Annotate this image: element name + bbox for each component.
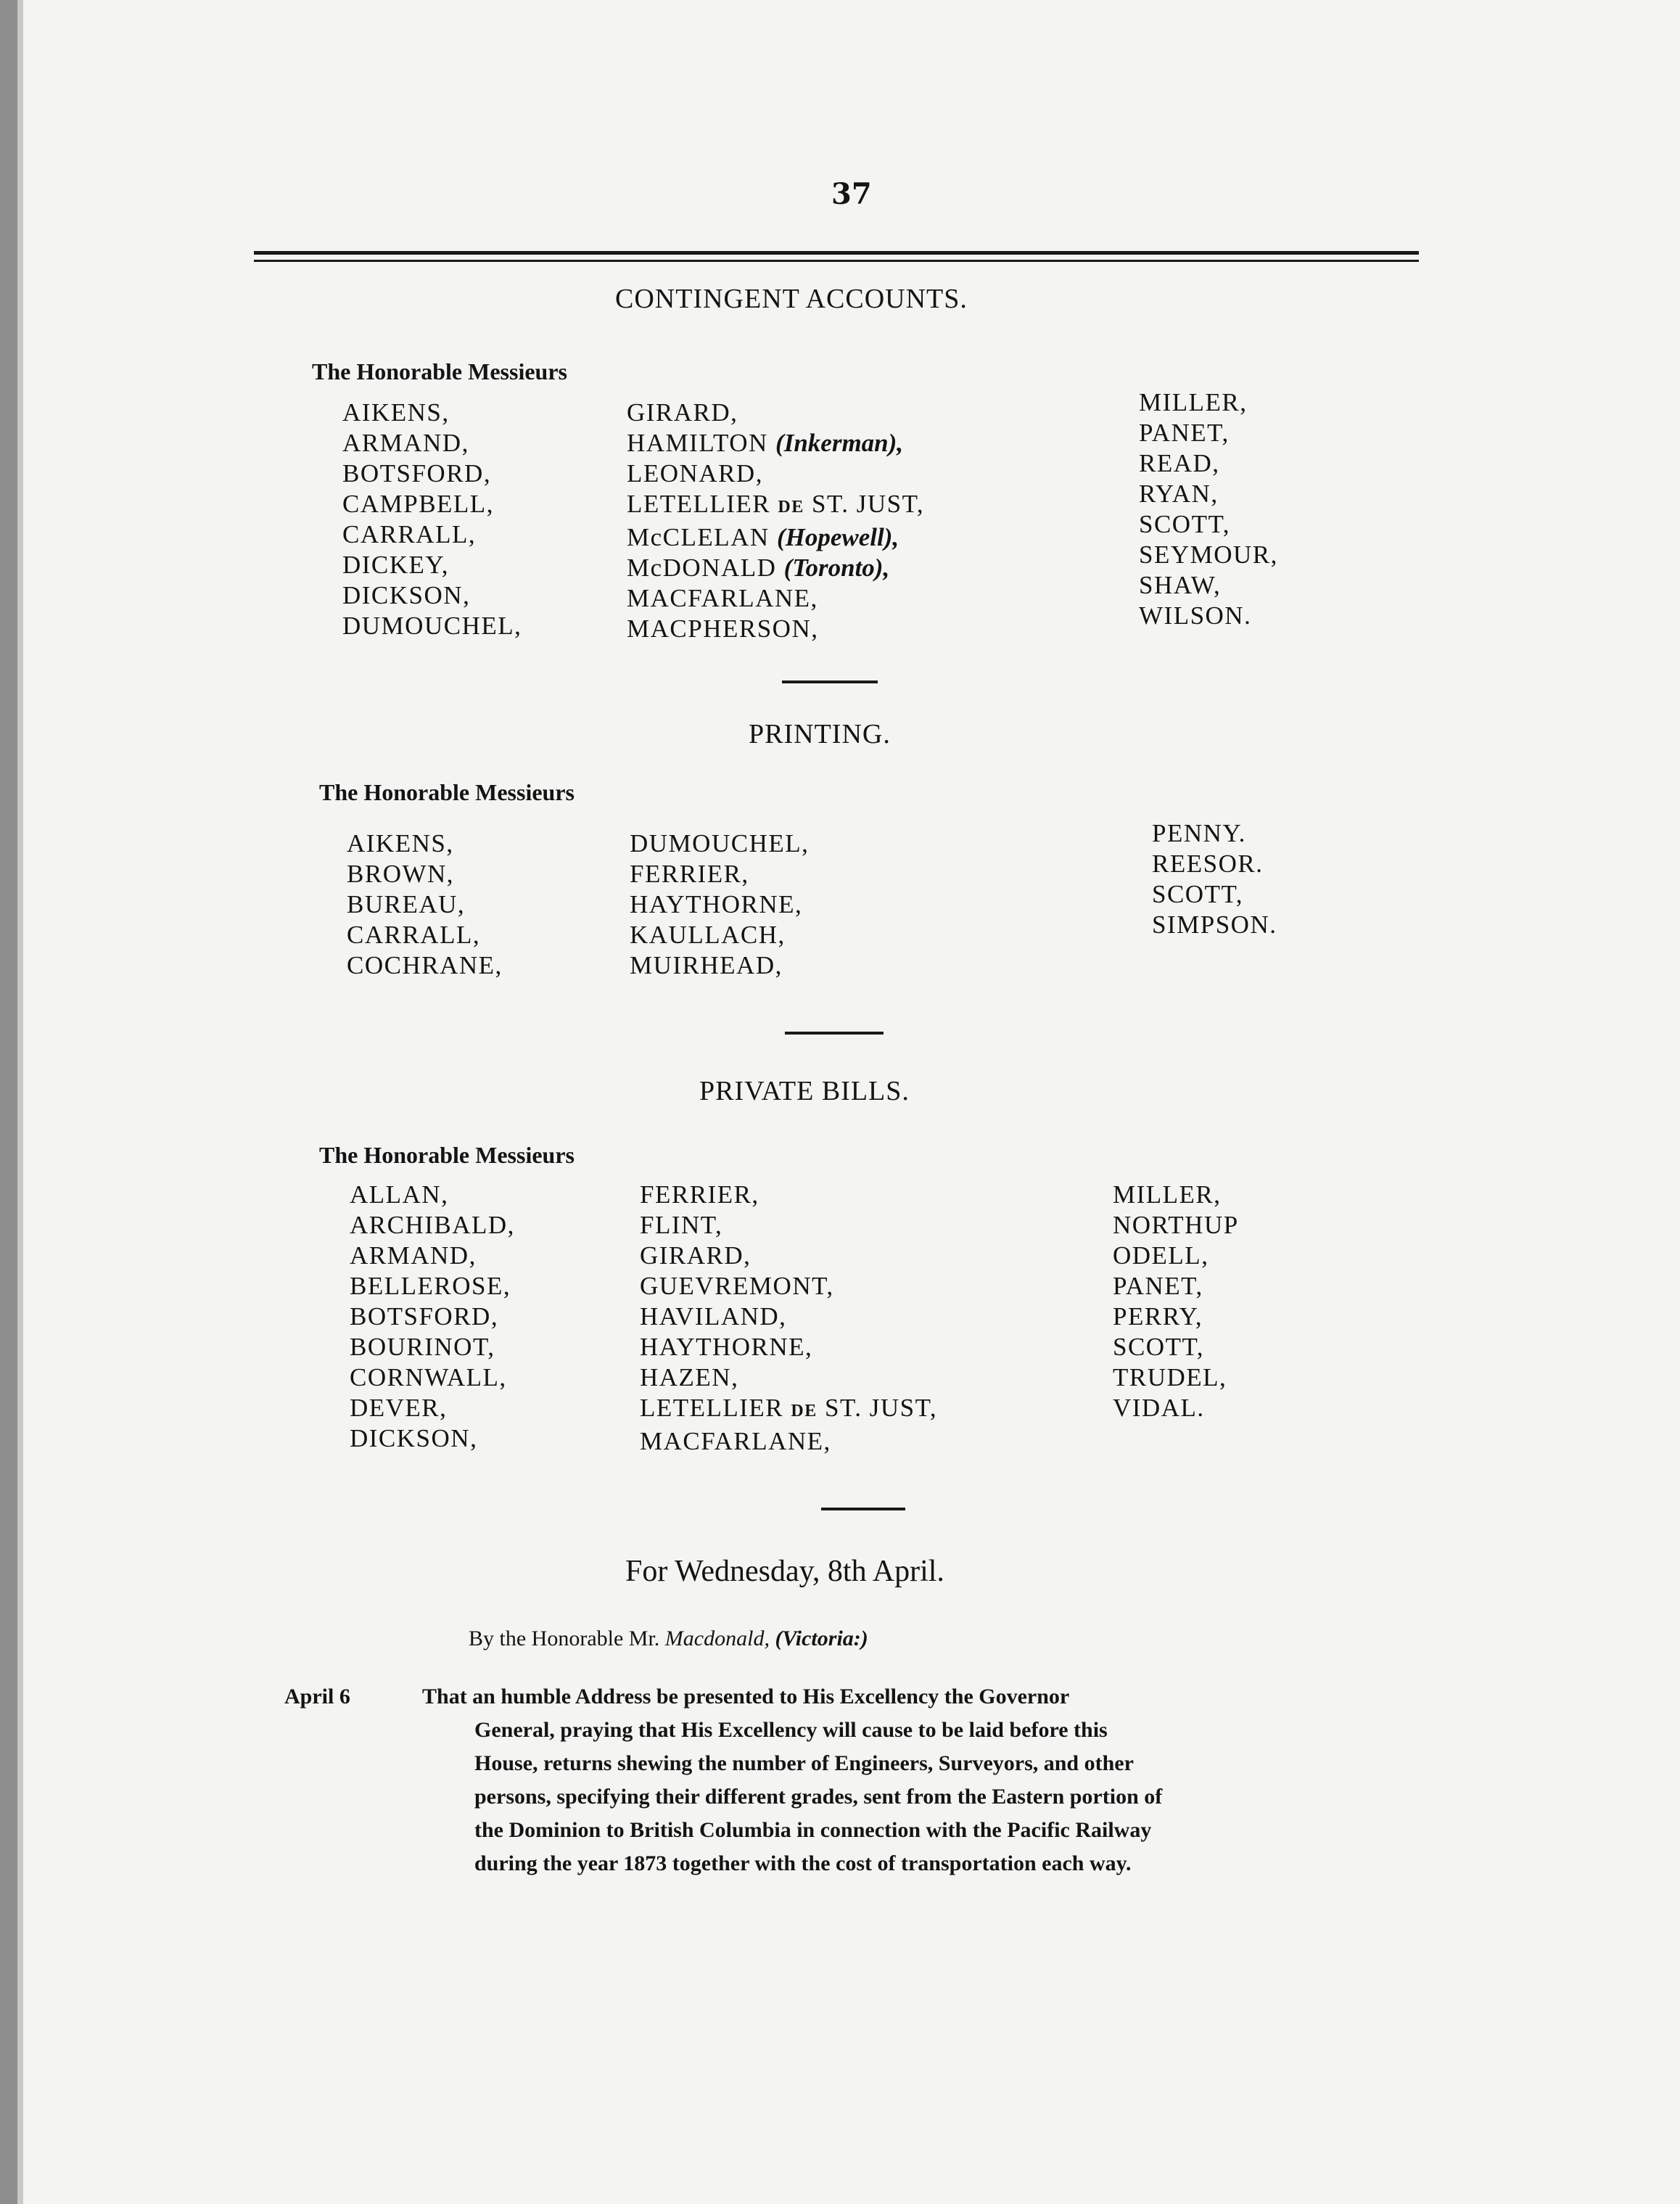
motion-line: during the year 1873 together with the cost of transportation each way. <box>474 1851 1132 1875</box>
member-name: DICKEY, <box>342 551 449 579</box>
member-name: SCOTT, <box>1113 1333 1204 1361</box>
member-column-1 <box>347 828 503 981</box>
member-name: HAZEN, <box>640 1363 739 1391</box>
member-name: BOTSFORD, <box>350 1302 499 1331</box>
member-name: BUREAU, <box>347 890 466 918</box>
member-column-2 <box>630 828 809 981</box>
member-name: PENNY. <box>1152 819 1246 847</box>
motion-line: the Dominion to British Columbia in connection with the Pacific Railway <box>474 1818 1152 1842</box>
member-name: BROWN, <box>347 860 455 888</box>
member-name: ARMAND, <box>350 1241 477 1270</box>
member-name: LETELLIER <box>640 1394 784 1422</box>
member-name: DEVER, <box>350 1394 448 1422</box>
member-name: MILLER, <box>1113 1180 1222 1209</box>
scan-edge-inner <box>17 0 23 2204</box>
member-name: CORNWALL, <box>350 1363 507 1391</box>
member-name: VIDAL. <box>1113 1394 1205 1422</box>
member-name: GIRARD, <box>640 1241 752 1270</box>
section-divider <box>782 680 878 683</box>
member-name: FERRIER, <box>630 860 749 888</box>
member-name: COCHRANE, <box>347 951 503 979</box>
member-name: BOTSFORD, <box>342 459 492 488</box>
member-name: MACFARLANE, <box>627 584 818 612</box>
member-name: SCOTT, <box>1139 510 1230 538</box>
header-rule-bottom <box>254 260 1419 262</box>
member-name: SEYMOUR, <box>1139 540 1278 569</box>
member-name: KAULLACH, <box>630 921 786 949</box>
motion-line: House, returns shewing the number of Engineers, Surveyors, and other <box>474 1751 1134 1775</box>
member-name: HAMILTON <box>627 429 768 457</box>
scan-edge <box>0 0 17 2204</box>
member-name: GIRARD, <box>627 398 738 427</box>
member-name: AIKENS, <box>347 829 454 858</box>
member-name: RYAN, <box>1139 480 1219 508</box>
section-heading-private-bills: PRIVATE BILLS. <box>699 1076 910 1106</box>
member-name: McDONALD <box>627 554 777 582</box>
mover-place: (Victoria:) <box>775 1627 868 1650</box>
notice-mover <box>469 1627 868 1651</box>
member-name: CARRALL, <box>342 520 477 548</box>
section-intro: The Honorable Messieurs <box>319 779 575 805</box>
member-column-1 <box>342 398 522 641</box>
member-name: SHAW, <box>1139 571 1222 599</box>
member-name: SCOTT, <box>1152 880 1243 908</box>
member-name: DUMOUCHEL, <box>630 829 810 858</box>
member-name: DICKSON, <box>342 581 471 609</box>
member-name-with-qualifier <box>627 553 924 583</box>
section-intro: The Honorable Messieurs <box>312 358 567 385</box>
member-qualifier: (Toronto), <box>783 554 890 582</box>
member-name: HAYTHORNE, <box>630 890 803 918</box>
section-heading-contingent-accounts: CONTINGENT ACCOUNTS. <box>615 284 968 314</box>
mover-prefix: By the Honorable Mr. <box>469 1627 660 1650</box>
member-column-2 <box>627 398 924 644</box>
member-column-3 <box>1113 1180 1239 1423</box>
member-name: ARMAND, <box>342 429 469 457</box>
member-name: ARCHIBALD, <box>350 1211 515 1239</box>
member-name: FERRIER, <box>640 1180 759 1209</box>
member-name: CARRALL, <box>347 921 481 949</box>
motion-line: That an humble Address be presented to His Excellency the Governor <box>422 1685 1070 1708</box>
member-name: CAMPBELL, <box>342 490 494 518</box>
section-divider <box>785 1032 884 1035</box>
mover-name: Macdonald, <box>664 1627 770 1650</box>
member-name: PERRY, <box>1113 1302 1203 1331</box>
section-divider <box>821 1508 905 1510</box>
member-name: DUMOUCHEL, <box>342 612 522 640</box>
motion-line: persons, specifying their different grades, sent from the Eastern portion of <box>474 1785 1163 1809</box>
member-name: ALLAN, <box>350 1180 449 1209</box>
member-name: LEONARD, <box>627 459 763 488</box>
member-column-3 <box>1139 387 1278 631</box>
member-particle: DE <box>778 498 804 517</box>
member-name: BOURINOT, <box>350 1333 495 1361</box>
member-name: MACFARLANE, <box>640 1427 831 1455</box>
member-name: HAYTHORNE, <box>640 1333 813 1361</box>
member-name-with-qualifier <box>627 489 924 522</box>
member-name-rest: ST. JUST, <box>812 490 925 518</box>
motion-date: April 6 <box>284 1685 350 1708</box>
member-name: TRUDEL, <box>1113 1363 1227 1391</box>
member-name: ODELL, <box>1113 1241 1209 1270</box>
member-name: MUIRHEAD, <box>630 951 783 979</box>
member-name: MACPHERSON, <box>627 614 819 643</box>
notice-title: For Wednesday, 8th April. <box>625 1555 944 1588</box>
member-name: READ, <box>1139 449 1220 477</box>
member-qualifier: (Inkerman), <box>775 429 904 457</box>
page-number: 37 <box>831 177 872 211</box>
member-qualifier: (Hopewell), <box>776 523 899 551</box>
document-page <box>23 0 1680 2204</box>
member-name: PANET, <box>1139 419 1230 447</box>
member-name: FLINT, <box>640 1211 723 1239</box>
member-name: AIKENS, <box>342 398 450 427</box>
motion-text <box>422 1680 1162 1880</box>
member-name: SIMPSON. <box>1152 910 1277 939</box>
member-particle: DE <box>791 1402 818 1420</box>
member-name: McCLELAN <box>627 523 770 551</box>
member-name: NORTHUP <box>1113 1211 1239 1239</box>
member-name: DICKSON, <box>350 1424 478 1452</box>
member-column-2 <box>640 1180 937 1457</box>
member-name: MILLER, <box>1139 388 1248 416</box>
member-name: GUEVREMONT, <box>640 1272 834 1300</box>
member-name: BELLEROSE, <box>350 1272 511 1300</box>
member-name-with-qualifier <box>640 1393 937 1426</box>
member-name: HAVILAND, <box>640 1302 787 1331</box>
header-rule-top <box>254 251 1419 255</box>
member-name: REESOR. <box>1152 850 1264 878</box>
member-column-3 <box>1152 818 1277 940</box>
member-name: LETELLIER <box>627 490 771 518</box>
member-column-1 <box>350 1180 515 1454</box>
member-name-with-qualifier <box>627 522 924 553</box>
member-name: PANET, <box>1113 1272 1203 1300</box>
member-name-rest: ST. JUST, <box>825 1394 938 1422</box>
member-name-with-qualifier <box>627 428 924 459</box>
section-intro: The Honorable Messieurs <box>319 1142 575 1168</box>
motion-line: General, praying that His Excellency will cause to be laid before this <box>474 1718 1108 1742</box>
section-heading-printing: PRINTING. <box>749 719 891 749</box>
member-name: WILSON. <box>1139 601 1252 630</box>
